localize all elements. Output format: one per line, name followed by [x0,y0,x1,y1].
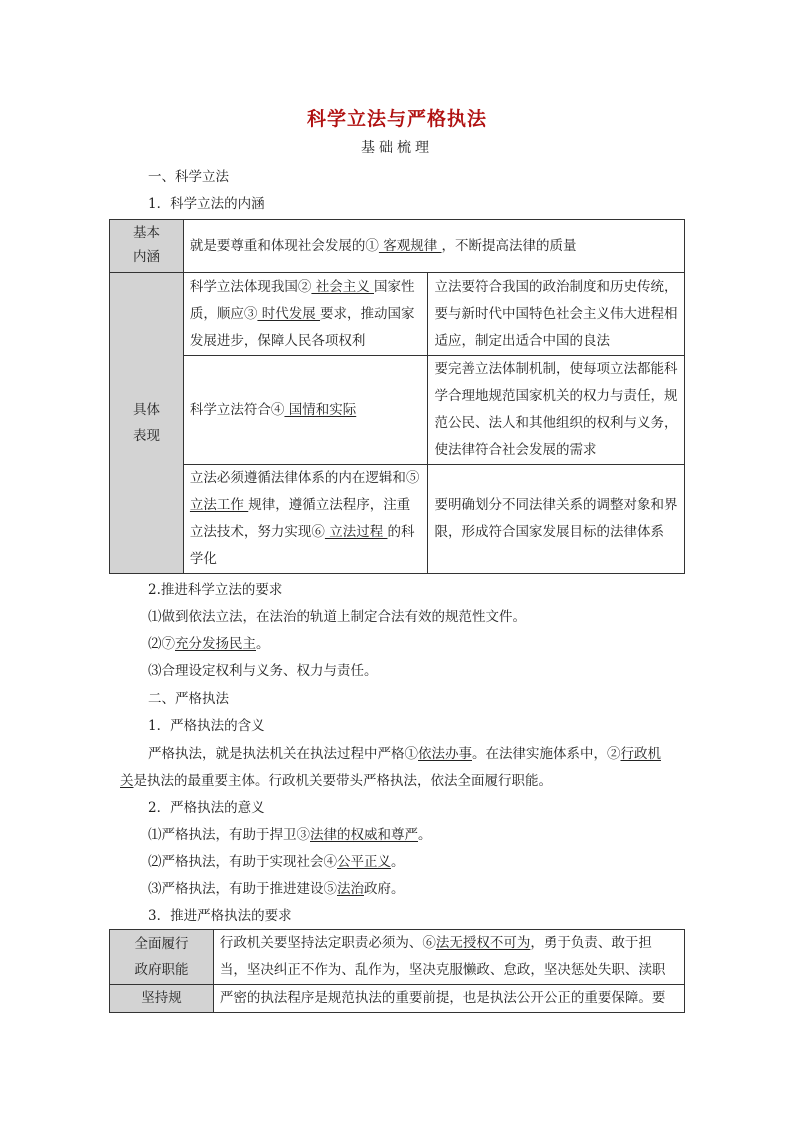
table-row [110,465,685,574]
enforcement-table [109,929,685,1013]
blank-answer: 公平正义 [337,854,391,870]
table-row [110,273,685,356]
table-cell: 立法要符合我国的政治制度和历史传统，要与新时代中国特色社会主义伟大进程相适应，制定出适合中国的良法 [428,273,685,356]
blank-answer: 法无授权不可为 [435,935,531,951]
table-row [110,220,685,273]
subheading-2-3: 3．推进严格执法的要求 [148,908,292,924]
row-header-procedure: 坚持规 [110,985,214,1013]
subheading-2-2: 2．严格执法的意义 [148,800,265,816]
section-heading-1: 一、科学立法 [148,169,229,185]
blank-answer: 社会主义 [311,278,375,295]
blank-answer: 法律的权威和尊严 [310,827,418,843]
page-title: 科学立法与严格执法 [306,108,487,130]
blank-answer: 时代发展 [257,305,321,322]
blank-answer: 关 [120,773,134,789]
table-cell: 科学立法体现我国② 社会主义 国家性质，顺应③ 时代发展 要求，推动国家发展进步，保障人民各项权利 [183,273,428,356]
subheading-1-1: 1．科学立法的内涵 [148,196,265,212]
significance-item: ⑴严格执法，有助于捍卫③法律的权威和尊严。 [148,827,432,843]
table-row [110,985,685,1013]
significance-item: ⑶严格执法，有助于推进建设⑤法治政府。 [148,881,405,897]
paragraph-line: 严格执法，就是执法机关在执法过程中严格①依法办事。在法律实施体系中，②行政机 [148,746,661,762]
section-heading-2: 二、严格执法 [148,691,229,707]
blank-answer: 立法工作 [189,497,249,513]
paragraph-line: 关是执法的最重要主体。行政机关要带头严格执法，依法全面履行职能。 [120,773,552,789]
table-cell: 行政机关要坚持法定职责必须为、⑥法无授权不可为，勇于负责、敢于担当，坚决纠正不作为、乱作为，坚决克服懒政、怠政，坚决惩处失职、渎职 [213,930,684,985]
table-row [110,930,685,985]
subheading-2-1: 1．严格执法的含义 [148,718,265,734]
subheading-1-2: 2.推进科学立法的要求 [148,582,283,598]
blank-answer: 行政机 [620,746,661,762]
row-header-specific: 具体表现 [110,273,184,574]
blank-answer: 法治 [337,881,364,897]
blank-answer: 依法办事 [418,746,472,762]
row-header-govt-functions: 全面履行政府职能 [110,930,214,985]
requirement-item: ⑴做到依法立法，在法治的轨道上制定合法有效的规范性文件。 [148,609,526,625]
table-row [110,356,685,465]
table-cell: 要完善立法体制机制，使每项立法都能科学合理地规范国家机关的权力与责任，规范公民、法人和其他组织的权利与义务，使法律符合社会发展的需求 [428,356,685,465]
table-cell: 科学立法符合④ 国情和实际 [183,356,428,465]
table-cell: 立法必须遵循法律体系的内在逻辑和⑤ 立法工作 规律，遵循立法程序，注重立法技术，努力实现⑥ 立法过程 的科学化 [183,465,428,574]
legislation-table [109,219,685,574]
requirement-item: ⑵⑦充分发扬民主。 [148,636,270,652]
table-cell: 严密的执法程序是规范执法的重要前提，也是执法公开公正的重要保障。要 [213,985,684,1013]
table-cell: 要明确划分不同法律关系的调整对象和界限，形成符合国家发展目标的法律体系 [428,465,685,574]
table-cell: 就是要尊重和体现社会发展的① 客观规律 ，不断提高法律的质量 [183,220,684,273]
blank-answer: 国情和实际 [284,401,357,418]
blank-answer: 客观规律 [378,237,442,254]
blank-answer: 立法过程 [324,524,388,540]
significance-item: ⑵严格执法，有助于实现社会④公平正义。 [148,854,405,870]
page-subtitle: 基础梳理 [361,140,433,156]
requirement-item: ⑶合理设定权利与义务、权力与责任。 [148,663,378,679]
row-header-basic: 基本内涵 [110,220,184,273]
blank-answer: 充分发扬民主 [175,636,256,652]
